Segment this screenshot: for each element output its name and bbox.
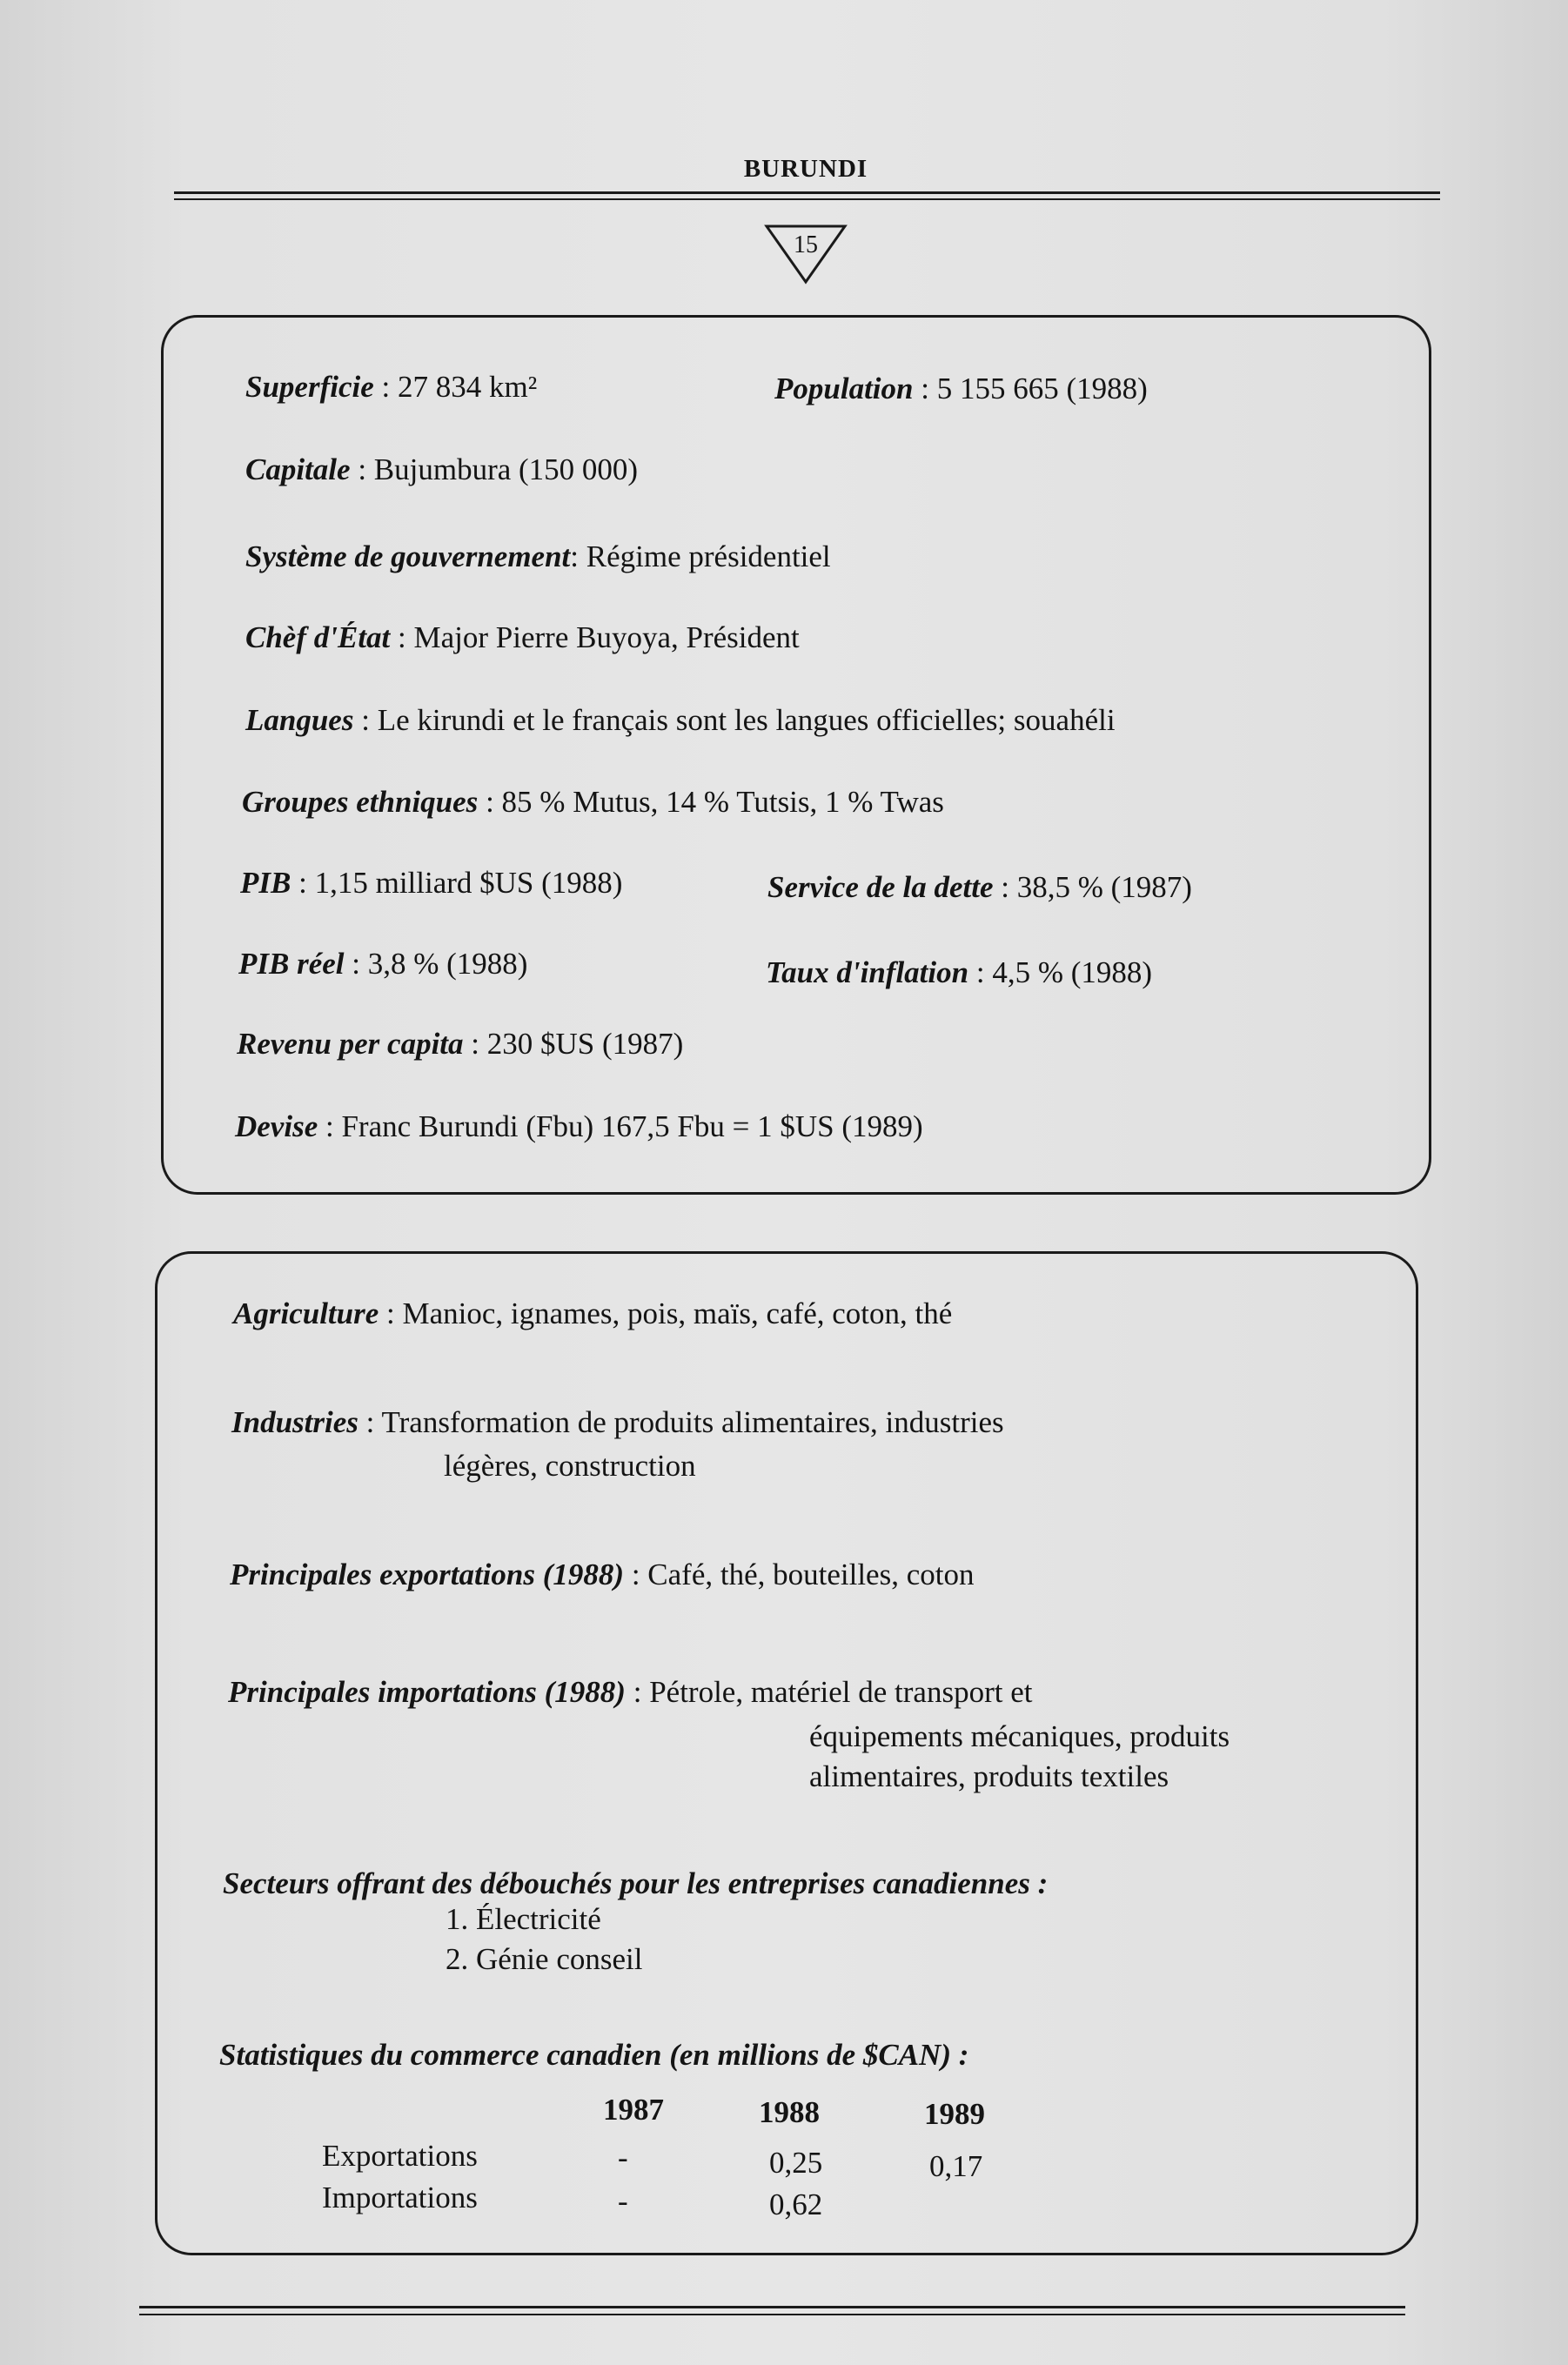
footer-rule-bottom xyxy=(139,2314,1405,2315)
secteurs-heading xyxy=(223,1866,1048,1901)
revenu-value: 230 $US (1987) xyxy=(486,1027,684,1061)
stats-importations-1987: - xyxy=(618,2184,628,2218)
population-value: 5 155 665 (1988) xyxy=(936,372,1148,405)
industries-line1: Transformation de produits alimentaires, industries xyxy=(381,1405,1004,1439)
industries-row: Industries : Transformation de produits alimentaires, industries xyxy=(231,1405,1004,1439)
superficie-value: 27 834 km² xyxy=(398,370,538,404)
service-dette-value: 38,5 % (1987) xyxy=(1016,870,1192,904)
service-dette-label: Service de la dette xyxy=(767,870,994,904)
stats-exportations-1989: 0,17 xyxy=(929,2149,983,2183)
secteurs-label: Secteurs offrant des débouchés pour les entreprises canadiennes : xyxy=(223,1866,1049,1900)
systeme-value: Régime présidentiel xyxy=(586,539,831,573)
stats-year-1988: 1988 xyxy=(759,2095,820,2129)
stats-year-1989: 1989 xyxy=(924,2097,985,2131)
exportations-label: Principales exportations (1988) xyxy=(230,1558,625,1591)
agriculture-value: Manioc, ignames, pois, maïs, café, coton, thé xyxy=(402,1296,953,1330)
population-row: Population : 5 155 665 (1988) xyxy=(774,372,1148,405)
exportations-row: Principales exportations (1988) : Café, thé, bouteilles, coton xyxy=(230,1558,975,1591)
stats-heading xyxy=(219,2038,968,2073)
stats-exportations-1988: 0,25 xyxy=(769,2146,823,2180)
header-rule-top xyxy=(174,191,1440,194)
inflation-value: 4,5 % (1988) xyxy=(992,955,1153,989)
stats-row-exportations-label: Exportations xyxy=(322,2139,478,2173)
capitale-value: Bujumbura (150 000) xyxy=(373,452,639,486)
systeme-row: Système de gouvernement: Régime présidentiel xyxy=(245,539,831,573)
groupes-row: Groupes ethniques : 85 % Mutus, 14 % Tutsis, 1 % Twas xyxy=(242,785,944,819)
inflation-label: Taux d'inflation xyxy=(766,955,969,989)
pib-reel-row: PIB réel : 3,8 % (1988) xyxy=(238,947,528,981)
importations-row: Principales importations (1988) : Pétrole, matériel de transport et xyxy=(228,1675,1033,1709)
secteur-item-genie-conseil: 2. Génie conseil xyxy=(446,1942,643,1976)
stats-importations-1988: 0,62 xyxy=(769,2187,823,2221)
industries-line2: légères, construction xyxy=(444,1449,696,1483)
industries-line2-row xyxy=(444,1449,696,1484)
footer-rule-top xyxy=(139,2306,1405,2308)
profile-box xyxy=(161,315,1431,1195)
pib-reel-value: 3,8 % (1988) xyxy=(367,947,528,981)
capitale-label: Capitale xyxy=(245,452,351,486)
devise-row: Devise : Franc Burundi (Fbu) 167,5 Fbu = 1 $US (1989) xyxy=(235,1109,923,1143)
pib-reel-label: PIB réel xyxy=(238,947,345,981)
population-label: Population xyxy=(774,372,914,405)
devise-value: Franc Burundi (Fbu) 167,5 Fbu = 1 $US (1989) xyxy=(341,1109,923,1143)
revenu-label: Revenu per capita xyxy=(237,1027,464,1061)
importations-line3-row xyxy=(809,1759,1169,1794)
superficie-label: Superficie xyxy=(245,370,374,404)
chef-value: Major Pierre Buyoya, Président xyxy=(413,620,800,654)
agriculture-label: Agriculture xyxy=(233,1296,379,1330)
pib-value: 1,15 milliard $US (1988) xyxy=(314,866,623,900)
header-rule-bottom xyxy=(174,198,1440,200)
agriculture-row: Agriculture : Manioc, ignames, pois, maïs, café, coton, thé xyxy=(233,1296,953,1330)
importations-line3: alimentaires, produits textiles xyxy=(809,1759,1169,1793)
stats-label: Statistiques du commerce canadien (en millions de $CAN) : xyxy=(219,2038,969,2072)
industries-label: Industries xyxy=(231,1405,358,1439)
pib-label: PIB xyxy=(240,866,291,900)
importations-line1: Pétrole, matériel de transport et xyxy=(649,1675,1033,1709)
capitale-row: Capitale : Bujumbura (150 000) xyxy=(245,452,639,486)
langues-label: Langues xyxy=(245,703,354,737)
pib-row: PIB : 1,15 milliard $US (1988) xyxy=(240,866,623,900)
groupes-label: Groupes ethniques xyxy=(242,785,479,819)
langues-value: Le kirundi et le français sont les langues officielles; souahéli xyxy=(377,703,1116,737)
superficie-row: Superficie : 27 834 km² xyxy=(245,370,538,404)
revenu-row: Revenu per capita : 230 $US (1987) xyxy=(237,1027,684,1061)
langues-row: Langues : Le kirundi et le français sont les langues officielles; souahéli xyxy=(245,703,1116,737)
systeme-label: Système de gouvernement xyxy=(245,539,571,573)
importations-line2: équipements mécaniques, produits xyxy=(809,1719,1230,1753)
devise-label: Devise xyxy=(235,1109,318,1143)
exportations-value: Café, thé, bouteilles, coton xyxy=(647,1558,975,1591)
chef-row: Chèf d'État : Major Pierre Buyoya, Président xyxy=(245,620,800,654)
stats-year-1987: 1987 xyxy=(603,2093,664,2127)
stats-exportations-1987: - xyxy=(618,2141,628,2174)
importations-label: Principales importations (1988) xyxy=(228,1675,626,1709)
stats-row-importations-label: Importations xyxy=(322,2181,478,2214)
secteur-item-electricite: 1. Électricité xyxy=(446,1902,601,1936)
page-header: BURUNDI xyxy=(743,155,868,183)
inflation-row: Taux d'inflation : 4,5 % (1988) xyxy=(766,955,1153,989)
service-dette-row: Service de la dette : 38,5 % (1987) xyxy=(767,870,1192,904)
page-number: 15 xyxy=(794,231,818,258)
groupes-value: 85 % Mutus, 14 % Tutsis, 1 % Twas xyxy=(501,785,944,819)
chef-label: Chèf d'État xyxy=(245,620,391,654)
importations-line2-row xyxy=(809,1719,1230,1754)
